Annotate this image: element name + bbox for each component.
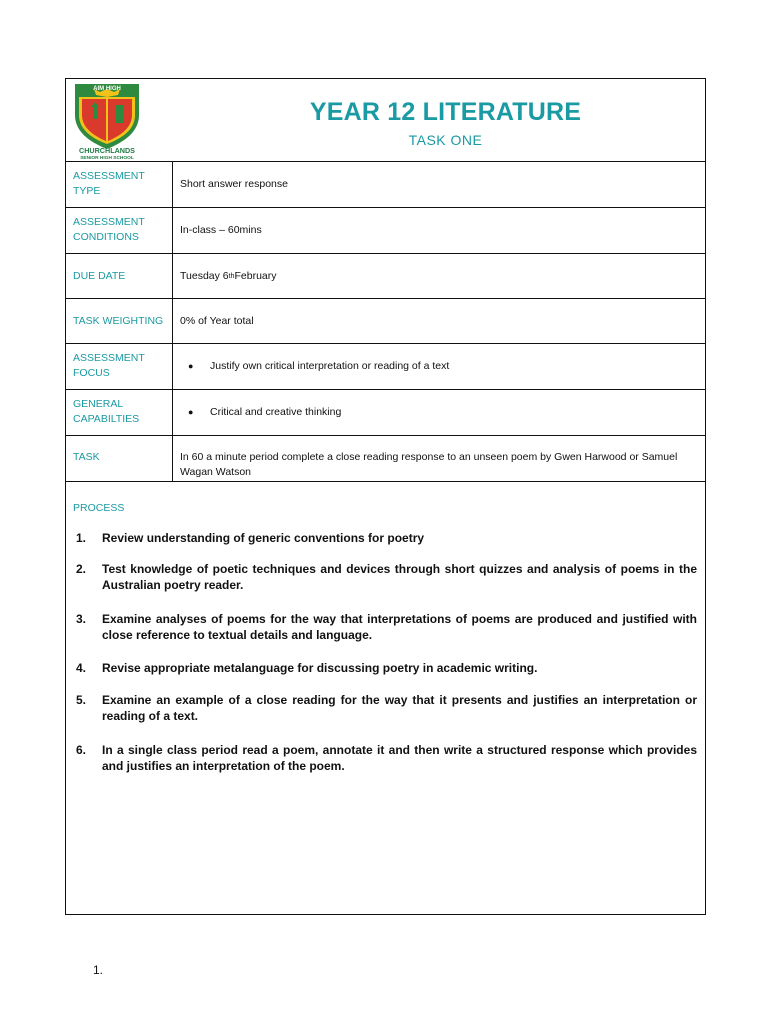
- process-label: PROCESS: [73, 502, 125, 514]
- document-subtitle: TASK ONE: [408, 132, 483, 148]
- row-due-date: [66, 254, 705, 299]
- row-value: Short answer response: [180, 178, 288, 190]
- row-label: TASK: [66, 436, 173, 481]
- row-task-weighting: [66, 299, 705, 344]
- logo-motto: AIM HIGH: [93, 86, 121, 92]
- bullet-icon: ●: [188, 361, 194, 371]
- logo-school-name: CHURCHLANDS: [79, 146, 135, 155]
- page-number: 1.: [93, 963, 104, 977]
- header: [66, 79, 705, 162]
- row-value: Tuesday 6 th February: [180, 269, 277, 282]
- row-assessment-conditions: [66, 208, 705, 254]
- row-label: ASSESSMENT FOCUS: [66, 344, 173, 389]
- row-value: In-class – 60mins: [180, 224, 262, 236]
- bullet-icon: ●: [188, 407, 194, 417]
- task-sheet-frame: AIM HIGH CHURCHLANDS SENIOR HIGH SCHOOL YEAR 12 LITERATURE TASK ONE ASSESSMENT TYPE Short answer response ASSESSMENT CONDITIONS In-class – 60mins DUE DATE Tuesday 6 th February TASK WEIGHTING 0% of Year total ASSESSMENT FOCUS ● Justify own critical interpretation or reading of a text GENERAL CAPABILTIES ● Critical and creative thinking TASK In 60 a minute period complete a close reading response to an unseen poem by Gwen Harwood or Samuel Wagan Watson PROCESS 1. Review understanding of generic conventions for poetry 2. Test knowledge of poetic techniques and devices through short quizzes and analysis of poems in the Australian poetry reader. 3. Examine analyses of poems for the way that interpretations of poems are produced and justified with close reference to textual details and language. 4. Revise appropriate metalanguage for discussing poetry in academic writing. 5. Examine an example of a close reading for the way that it presents and justifies an interpretation or reading of a text. 6. In a single class period read a poem, annotate it and then write a structured response which provides and justifies an interpretation of the poem.: [65, 78, 706, 915]
- row-label: GENERAL CAPABILTIES: [66, 390, 173, 435]
- row-value: ● Critical and creative thinking: [173, 390, 705, 435]
- row-label: ASSESSMENT TYPE: [66, 162, 173, 207]
- row-task: [66, 436, 705, 482]
- row-general-capabilities: [66, 390, 705, 436]
- row-value: In 60 a minute period complete a close reading response to an unseen poem by Gwen Harwood or Samuel Wagan Watson: [180, 451, 678, 478]
- row-label: ASSESSMENT CONDITIONS: [66, 208, 173, 253]
- row-value: 0% of Year total: [180, 314, 254, 327]
- row-assessment-focus: [66, 344, 705, 390]
- row-label: TASK WEIGHTING: [66, 299, 173, 343]
- row-assessment-type: [66, 162, 705, 208]
- row-label: DUE DATE: [66, 254, 173, 298]
- logo-school-sub: SENIOR HIGH SCHOOL: [80, 156, 134, 159]
- document-title: YEAR 12 LITERATURE: [309, 98, 582, 126]
- row-value: ● Justify own critical interpretation or reading of a text: [173, 344, 705, 389]
